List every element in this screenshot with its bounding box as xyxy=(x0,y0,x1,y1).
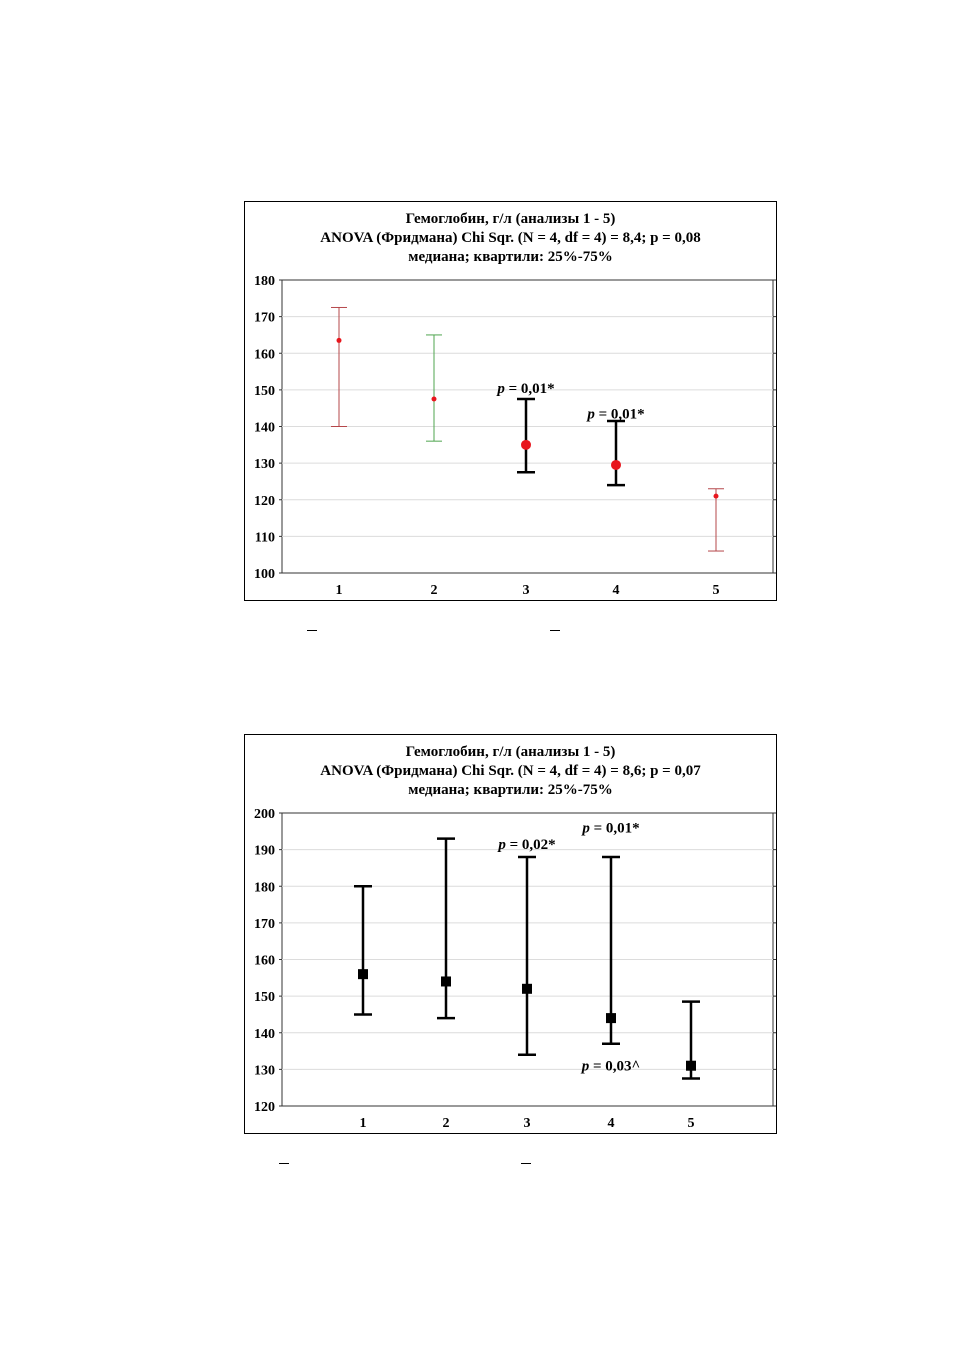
y-tick-label: 130 xyxy=(254,1063,275,1079)
median-marker xyxy=(686,1061,696,1071)
chart-title: Гемоглобин, г/л (анализы 1 - 5) xyxy=(405,211,616,227)
y-tick-label: 150 xyxy=(254,383,275,399)
x-tick-label: 5 xyxy=(687,1116,695,1131)
chart-plot-svg xyxy=(245,735,778,1135)
error-bar-2 xyxy=(437,839,455,1018)
x-tick-label: 1 xyxy=(359,1116,367,1131)
y-tick-label: 190 xyxy=(254,843,275,859)
chart-title: Гемоглобин, г/л (анализы 1 - 5) xyxy=(405,744,616,760)
y-tick-label: 170 xyxy=(254,310,275,326)
p-value-annotation: p = 0,03^ xyxy=(581,1058,641,1075)
median-marker xyxy=(606,1013,616,1023)
y-tick-label: 160 xyxy=(254,953,275,969)
y-tick-label: 180 xyxy=(254,274,275,289)
y-tick-label: 120 xyxy=(254,493,275,509)
median-marker xyxy=(522,984,532,994)
y-tick-label: 150 xyxy=(254,990,275,1006)
error-bar-4 xyxy=(602,857,620,1044)
error-bar-3 xyxy=(517,399,535,472)
median-marker xyxy=(714,494,719,499)
x-tick-label: 3 xyxy=(523,1116,531,1131)
x-tick-label: 4 xyxy=(612,583,620,598)
chart-subtitle-anova: ANOVA (Фридмана) Chi Sqr. (N = 4, df = 4) = 8,6; p = 0,07 xyxy=(320,763,701,779)
dash-mark xyxy=(521,1163,531,1164)
y-tick-label: 130 xyxy=(254,457,275,473)
x-tick-label: 5 xyxy=(712,583,720,598)
y-tick-label: 100 xyxy=(254,567,275,582)
error-bar-1 xyxy=(354,886,372,1014)
chart-subtitle-anova: ANOVA (Фридмана) Chi Sqr. (N = 4, df = 4) = 8,4; p = 0,08 xyxy=(320,230,701,246)
median-marker xyxy=(441,976,451,986)
chart-subtitle-quartiles: медиана; квартили: 25%-75% xyxy=(408,782,613,798)
y-tick-label: 140 xyxy=(254,1026,275,1042)
y-tick-label: 200 xyxy=(254,807,275,822)
dash-mark xyxy=(279,1163,289,1164)
y-tick-label: 120 xyxy=(254,1100,275,1115)
hemoglobin-chart-2 xyxy=(244,734,777,1134)
median-marker xyxy=(358,969,368,979)
error-bar-5 xyxy=(708,489,724,551)
error-bar-1 xyxy=(331,307,347,426)
dash-mark xyxy=(307,630,317,631)
y-tick-label: 110 xyxy=(254,530,275,546)
median-marker xyxy=(432,397,437,402)
error-bar-5 xyxy=(682,1002,700,1079)
y-tick-label: 140 xyxy=(254,420,275,436)
x-tick-label: 2 xyxy=(430,583,438,598)
chart-subtitle-quartiles: медиана; квартили: 25%-75% xyxy=(408,249,613,265)
x-tick-label: 3 xyxy=(522,583,530,598)
chart-plot-svg xyxy=(245,202,778,602)
median-marker xyxy=(521,440,531,450)
p-value-annotation: p = 0,02* xyxy=(498,837,556,854)
median-marker xyxy=(337,338,342,343)
dash-mark xyxy=(550,630,560,631)
y-tick-label: 180 xyxy=(254,880,275,896)
p-value-annotation: p = 0,01* xyxy=(497,381,555,398)
x-tick-label: 2 xyxy=(442,1116,450,1131)
error-bar-2 xyxy=(426,335,442,441)
y-tick-label: 160 xyxy=(254,347,275,363)
hemoglobin-chart-1 xyxy=(244,201,777,601)
p-value-annotation: p = 0,01* xyxy=(587,406,645,423)
y-tick-label: 170 xyxy=(254,916,275,932)
p-value-annotation: p = 0,01* xyxy=(582,820,640,837)
median-marker xyxy=(611,460,621,470)
error-bar-4 xyxy=(607,421,625,485)
x-tick-label: 1 xyxy=(335,583,343,598)
x-tick-label: 4 xyxy=(607,1116,615,1131)
